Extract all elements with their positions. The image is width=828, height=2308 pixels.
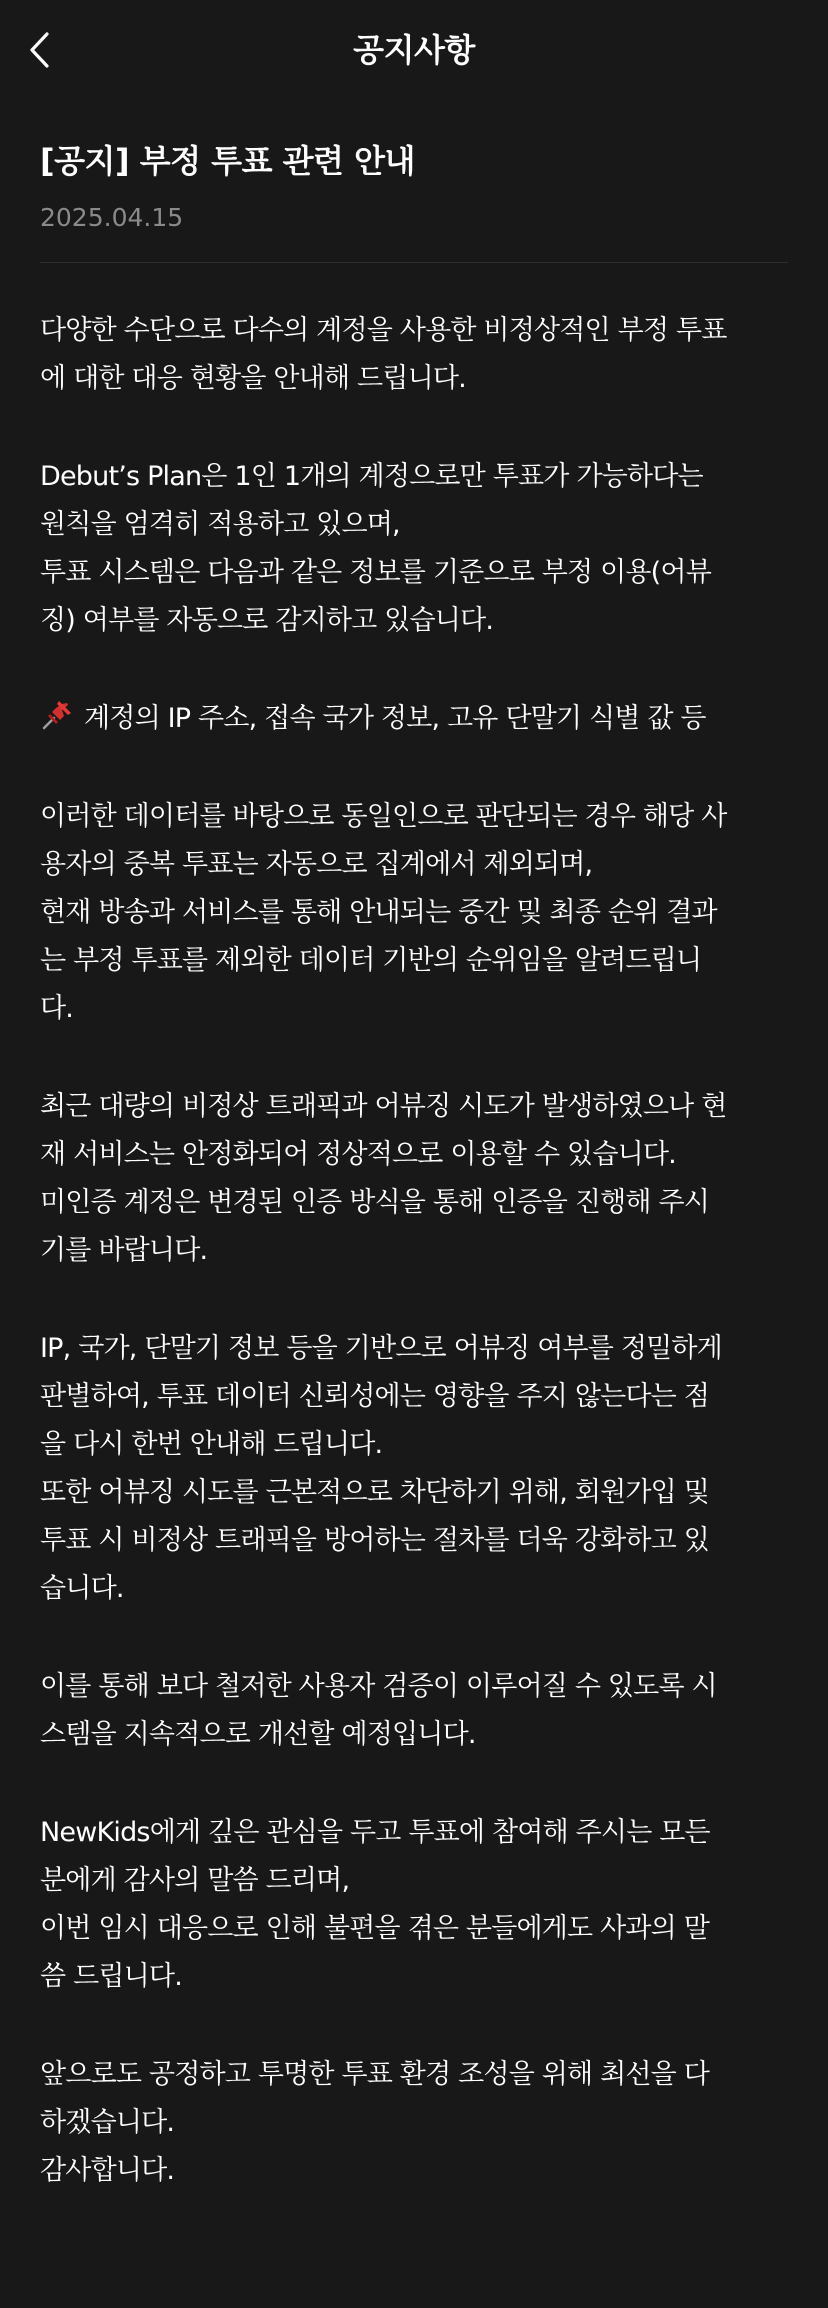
body-line: 다. <box>40 993 74 1024</box>
criteria-line <box>40 695 788 743</box>
paragraph-criteria <box>40 695 788 743</box>
body-line: 을 다시 한번 안내해 드립니다. <box>40 1429 383 1460</box>
notice-article <box>0 138 828 2195</box>
body-line: 는 부정 투표를 제외한 데이터 기반의 순위임을 알려드립니 <box>40 945 702 976</box>
body-line: 분에게 감사의 말씀 드리며, <box>40 1865 350 1896</box>
body-line: 이를 통해 보다 철저한 사용자 검증이 이루어질 수 있도록 시 <box>40 1671 717 1702</box>
body-line: 습니다. <box>40 1573 124 1604</box>
body-line: 다양한 수단으로 다수의 계정을 사용한 비정상적인 부정 투표 <box>40 315 727 346</box>
body-line: 판별하여, 투표 데이터 신뢰성에는 영향을 주지 않는다는 점 <box>40 1381 710 1412</box>
body-line: 최근 대량의 비정상 트래픽과 어뷰징 시도가 발생하였으나 현 <box>40 1091 727 1122</box>
paragraph-policy <box>40 453 788 645</box>
criteria-text: 계정의 IP 주소, 접속 국가 정보, 고유 단말기 식별 값 등 <box>84 703 706 734</box>
body-line: 징) 여부를 자동으로 감지하고 있습니다. <box>40 605 494 636</box>
paragraph-closing <box>40 2051 788 2195</box>
body-line: 원칙을 엄격히 적용하고 있으며, <box>40 509 400 540</box>
paragraph-traffic <box>40 1083 788 1275</box>
notice-title: [공지] 부정 투표 관련 안내 <box>40 142 415 180</box>
body-line: 재 서비스는 안정화되어 정상적으로 이용할 수 있습니다. <box>40 1139 676 1170</box>
pushpin-icon <box>40 698 74 732</box>
paragraph-reliability <box>40 1325 788 1613</box>
paragraph-intro <box>40 307 788 403</box>
body-line: 용자의 중복 투표는 자동으로 집계에서 제외되며, <box>40 849 593 880</box>
body-line: 씀 드립니다. <box>40 1961 182 1992</box>
body-line: 에 대한 대응 현황을 안내해 드립니다. <box>40 363 466 394</box>
paragraph-thanks <box>40 1809 788 2001</box>
paragraph-improvement <box>40 1663 788 1759</box>
body-line: 하겠습니다. <box>40 2107 175 2138</box>
body-line: IP, 국가, 단말기 정보 등을 기반으로 어뷰징 여부를 정밀하게 <box>40 1333 722 1364</box>
body-line: Debut’s Plan은 1인 1개의 계정으로만 투표가 가능하다는 <box>40 461 703 492</box>
body-line: 투표 시스템은 다음과 같은 정보를 기준으로 부정 이용(어뷰 <box>40 557 711 588</box>
body-line: 스템을 지속적으로 개선할 예정입니다. <box>40 1719 476 1750</box>
notice-date: 2025.04.15 <box>40 203 184 232</box>
body-line: NewKids에게 깊은 관심을 두고 투표에 참여해 주시는 모든 <box>40 1817 710 1848</box>
body-line: 현재 방송과 서비스를 통해 안내되는 중간 및 최종 순위 결과 <box>40 897 717 928</box>
body-line: 감사합니다. <box>40 2155 175 2186</box>
body-line: 앞으로도 공정하고 투명한 투표 환경 조성을 위해 최선을 다 <box>40 2059 710 2090</box>
body-line: 기를 바랍니다. <box>40 1235 208 1266</box>
divider <box>40 262 788 263</box>
notice-body <box>40 307 788 2195</box>
body-line: 투표 시 비정상 트래픽을 방어하는 절차를 더욱 강화하고 있 <box>40 1525 710 1556</box>
paragraph-exclusion <box>40 793 788 1033</box>
body-line: 또한 어뷰징 시도를 근본적으로 차단하기 위해, 회원가입 및 <box>40 1477 710 1508</box>
top-bar <box>0 0 828 100</box>
body-line: 이번 임시 대응으로 인해 불편을 겪은 분들에게도 사과의 말 <box>40 1913 710 1944</box>
page-title: 공지사항 <box>353 31 475 69</box>
body-line: 미인증 계정은 변경된 인증 방식을 통해 인증을 진행해 주시 <box>40 1187 710 1218</box>
body-line: 이러한 데이터를 바탕으로 동일인으로 판단되는 경우 해당 사 <box>40 801 727 832</box>
